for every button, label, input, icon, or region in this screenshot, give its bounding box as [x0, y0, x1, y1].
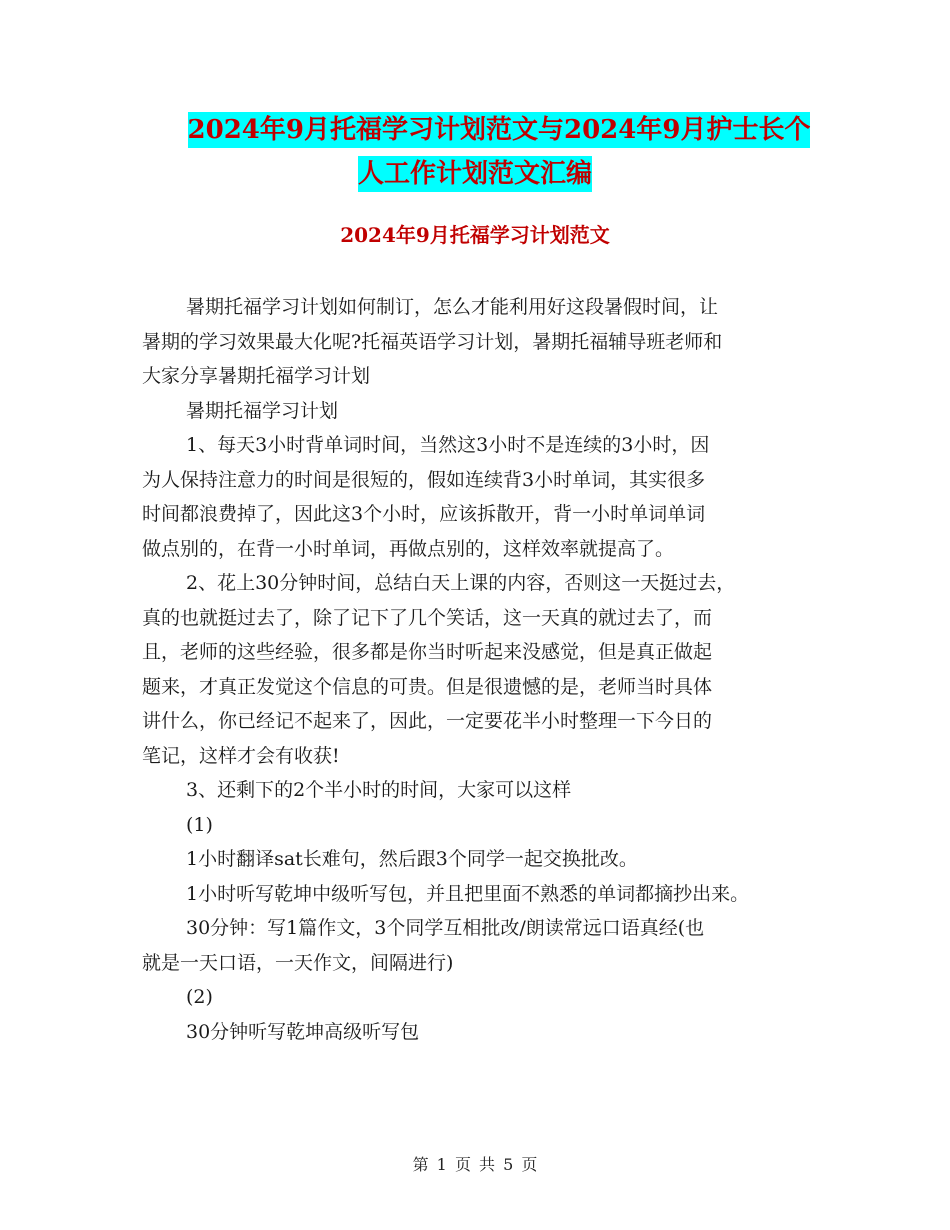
title-highlight-1: 2024年9月托福学习计划范文与2024年9月护士长个	[188, 112, 811, 148]
body-line: 题来，才真正发觉这个信息的可贵。但是很遗憾的是，老师当时具体	[142, 675, 713, 698]
body-line: 做点别的，在背一小时单词，再做点别的，这样效率就提高了。	[142, 537, 675, 560]
body-line: 暑期托福学习计划	[186, 399, 339, 422]
page-footer: 第 1 页 共 5 页	[412, 1155, 538, 1174]
body-line: 就是一天口语，一天作文，间隔进行)	[142, 951, 454, 974]
body-line: 2、花上30分钟时间，总结白天上课的内容，否则这一天挺过去，	[186, 572, 736, 594]
body-line: 暑期托福学习计划如何制订，怎么才能利用好这段暑假时间，让	[186, 296, 719, 318]
body-line: 1小时听写乾坤中级听写包，并且把里面不熟悉的单词都摘抄出来。	[186, 882, 750, 905]
body-line: 为人保持注意力的时间是很短的，假如连续背3小时单词，其实很多	[142, 468, 706, 491]
document-body	[142, 290, 822, 1049]
body-line: 真的也就挺过去了，除了记下了几个笑话，这一天真的就过去了，而	[142, 606, 713, 629]
body-line: 3、还剩下的2个半小时的时间，大家可以这样	[186, 779, 572, 801]
body-line: 时间都浪费掉了，因此这3个小时，应该拆散开，背一小时单词单词	[142, 503, 706, 525]
body-line: 暑期的学习效果最大化呢?托福英语学习计划，暑期托福辅导班老师和	[142, 330, 723, 353]
body-line: 1小时翻译sat长难句，然后跟3个同学一起交换批改。	[186, 848, 638, 870]
body-line: 讲什么，你已经记不起来了，因此，一定要花半小时整理一下今日的	[142, 710, 713, 732]
document-title-line-2	[0, 157, 950, 191]
section-heading: 2024年9月托福学习计划范文	[340, 223, 610, 247]
body-line: (1)	[186, 813, 213, 836]
body-line: 笔记，这样才会有收获!	[142, 744, 340, 767]
body-line: 大家分享暑期托福学习计划	[142, 365, 371, 387]
title-highlight-2: 人工作计划范文汇编	[358, 156, 592, 192]
document-title-line-1	[24, 113, 950, 147]
body-line: 且，老师的这些经验，很多都是你当时听起来没感觉，但是真正做起	[142, 641, 713, 663]
body-line: (2)	[186, 986, 213, 1008]
body-line: 1、每天3小时背单词时间，当然这3小时不是连续的3小时，因	[186, 434, 710, 456]
body-line: 30分钟：写1篇作文，3个同学互相批改/朗读常远口语真经(也	[186, 917, 705, 939]
body-line: 30分钟听写乾坤高级听写包	[186, 1020, 420, 1043]
